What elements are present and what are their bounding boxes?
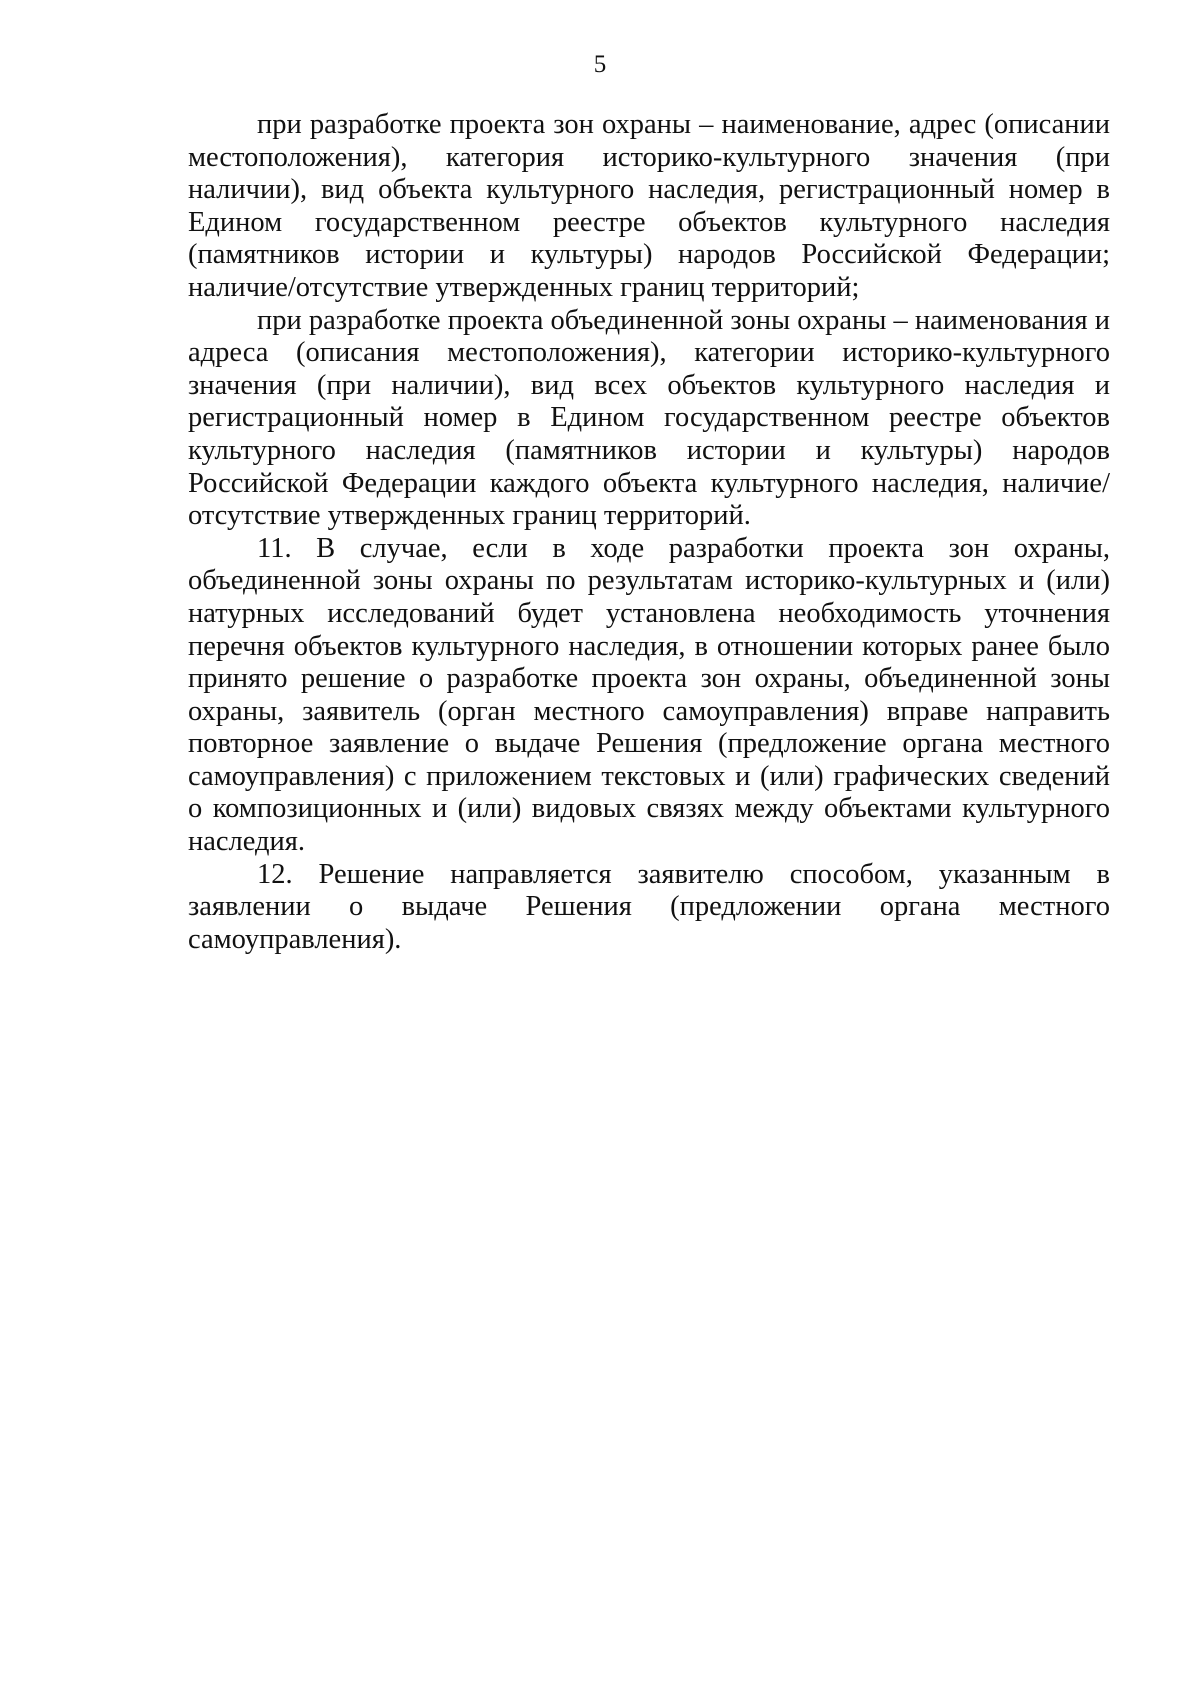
- paragraph-zone-project-details: при разработке проекта зон охраны – наименование, адрес (описании местоположения), категория историко-культурного значения (при наличии), вид объекта культурного наследия, регистрационный номер в Едином государственном реестре объектов культурного наследия (памятников истории и культуры) народов Российской Федерации; наличие/отсутствие утвержденных границ территорий;: [188, 109, 1110, 303]
- page-number: 5: [593, 51, 607, 78]
- paragraph-item-11: 11. В случае, если в ходе разработки проекта зон охраны, объединенной зоны охраны по результатам историко-культурных и (или) натурных исследований будет установлена необходимость уточнения перечня объектов культурного наследия, в отношении которых ранее было принято решение о разработке проекта зон охраны, объединенной зоны охраны, заявитель (орган местного самоуправления) вправе направить повторное заявление о выдаче Решения (предложение органа местного самоуправления) с приложением текстовых и (или) графических сведений о композиционных и (или) видовых связях между объектами культурного наследия.: [188, 532, 1110, 858]
- document-body: [188, 109, 1110, 956]
- paragraph-combined-zone-project-details: при разработке проекта объединенной зоны охраны – наименования и адреса (описания местоположения), категории историко-культурного значения (при наличии), вид всех объектов культурного наследия и регистрационный номер в Едином государственном реестре объектов культурного наследия (памятников истории и культуры) народов Российской Федерации каждого объекта культурного наследия, наличие/отсутствие утвержденных границ территорий.: [188, 304, 1110, 532]
- paragraph-item-12: 12. Решение направляется заявителю способом, указанным в заявлении о выдаче Решения (предложении органа местного самоуправления).: [188, 858, 1110, 955]
